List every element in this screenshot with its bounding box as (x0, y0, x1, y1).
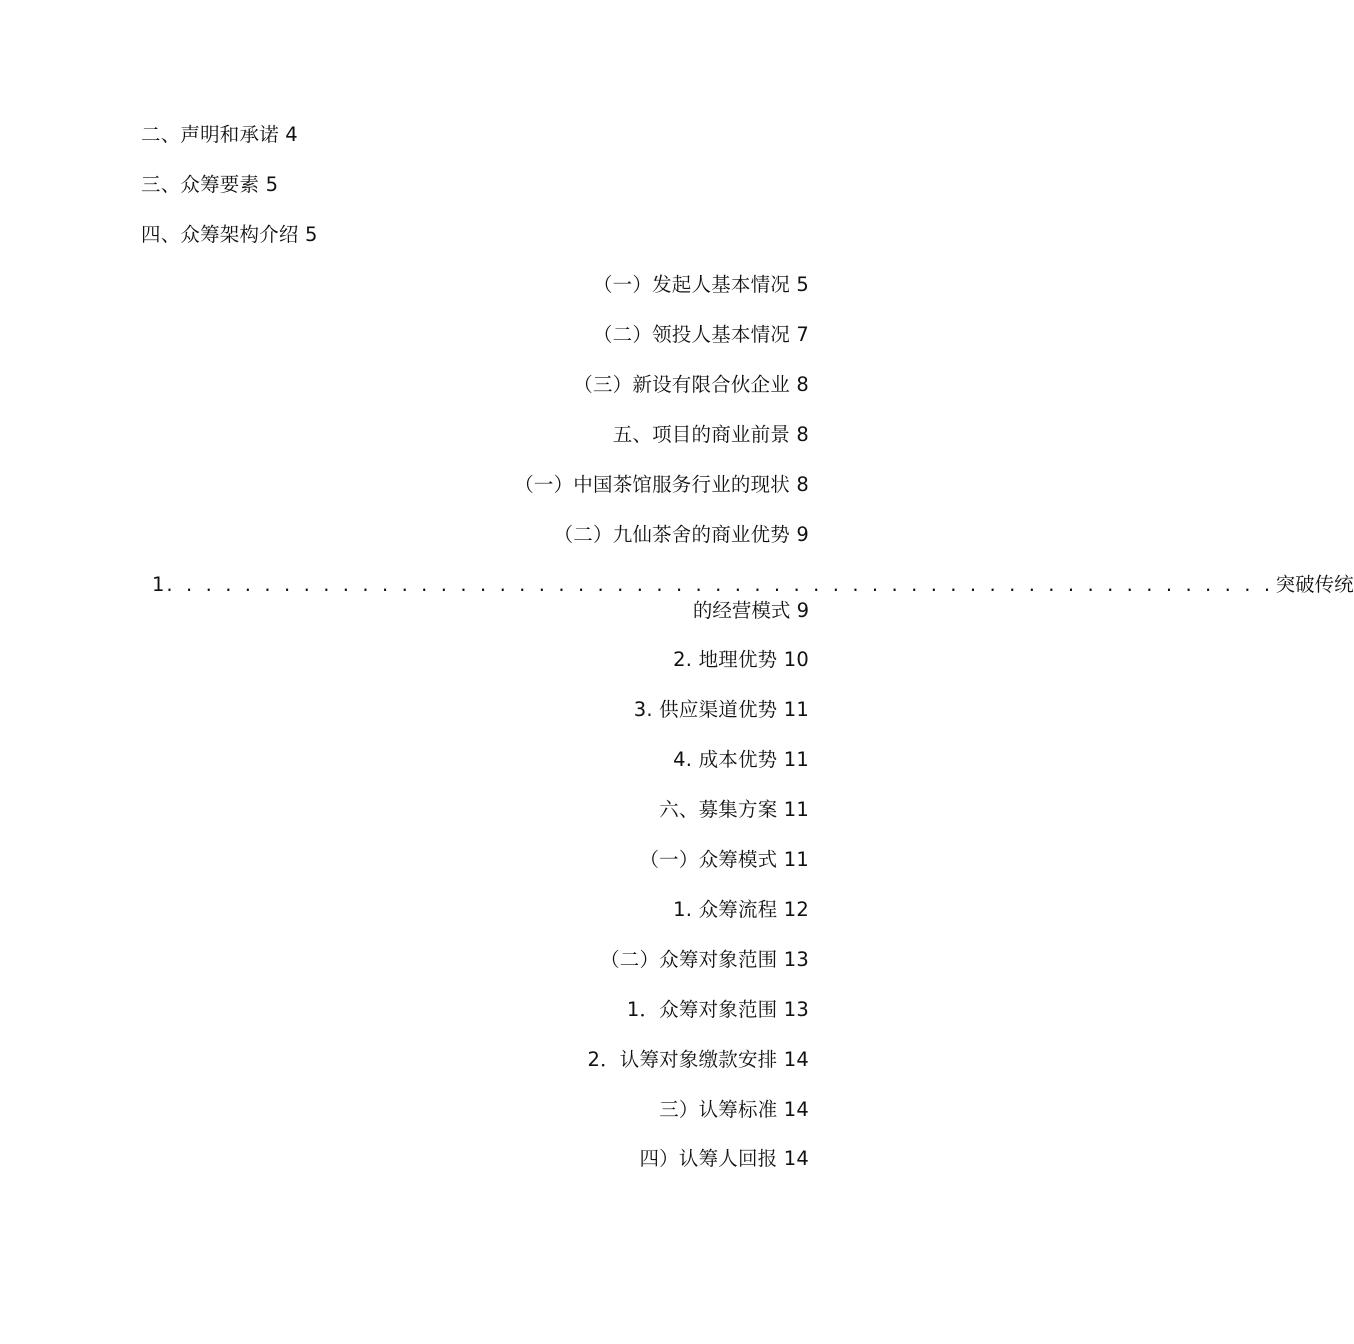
toc-entry[interactable]: （三）新设有限合伙企业 8 (573, 373, 809, 396)
toc-entry[interactable]: 3. 供应渠道优势 11 (633, 698, 809, 721)
toc-entry-text-continued: 的经营模式 9 (692, 599, 809, 622)
toc-entry[interactable]: （二）领投人基本情况 7 (592, 323, 809, 346)
toc-entry[interactable]: （一）发起人基本情况 5 (592, 273, 809, 296)
toc-entry[interactable]: 四）认筹人回报 14 (639, 1147, 809, 1170)
dot-leader: . . . . . . . . . . . . . . . . . . . . . . . . . . . . . . . . . . . . . . . . . . . . . . . . . . . . . . . . . (166, 573, 1274, 596)
toc-entry[interactable]: 1. 众筹流程 12 (673, 898, 809, 921)
toc-entry[interactable]: 1．众筹对象范围 13 (626, 998, 809, 1021)
toc-entry[interactable]: （二）众筹对象范围 13 (600, 948, 809, 971)
toc-entry-dotted[interactable] (152, 572, 1354, 624)
toc-entry[interactable]: （一）中国茶馆服务行业的现状 8 (514, 473, 809, 496)
toc-entry[interactable]: （二）九仙茶舍的商业优势 9 (553, 523, 809, 546)
toc-entry[interactable]: 六、募集方案 11 (659, 798, 809, 821)
toc-entry[interactable]: 4. 成本优势 11 (673, 748, 809, 771)
toc-entry[interactable]: 四、众筹架构介绍 5 (141, 223, 318, 246)
toc-entry-text: 突破传统 (1275, 573, 1354, 596)
toc-entry[interactable]: 五、项目的商业前景 8 (612, 423, 809, 446)
toc-entry[interactable]: （一）众筹模式 11 (639, 848, 809, 871)
toc-entry-number: 1 (152, 573, 165, 596)
toc-entry-dotted-row (152, 572, 1354, 598)
toc-entry[interactable]: 2. 地理优势 10 (673, 648, 809, 671)
toc-entry[interactable]: 2．认筹对象缴款安排 14 (587, 1048, 809, 1071)
toc-entry[interactable]: 二、声明和承诺 4 (141, 123, 298, 146)
toc-entry[interactable]: 三）认筹标准 14 (659, 1098, 809, 1121)
toc-entry[interactable]: 三、众筹要素 5 (141, 173, 279, 196)
